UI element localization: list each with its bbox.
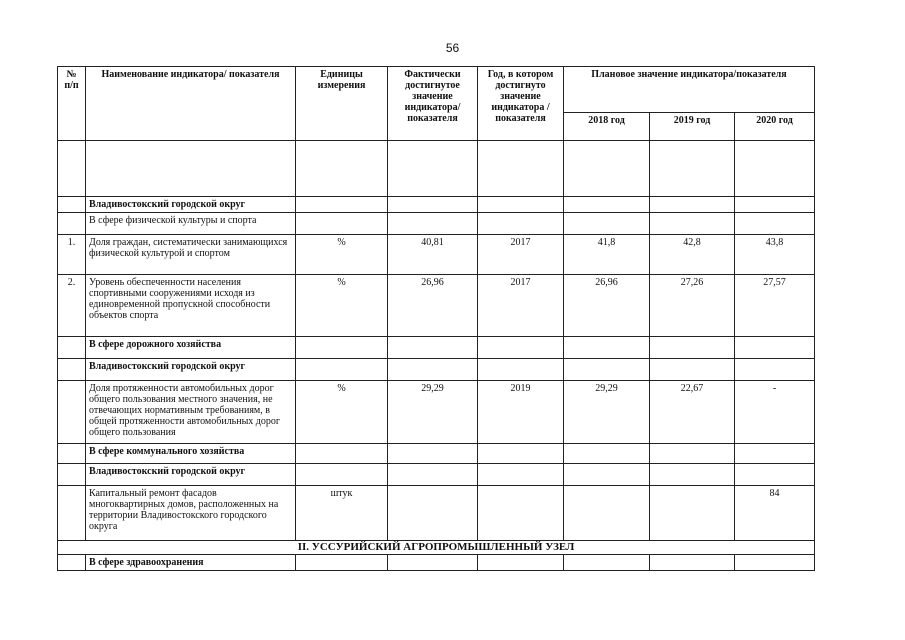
table-row: [58, 464, 815, 486]
plan-2020-cell: -: [735, 381, 815, 444]
plan-2018-cell: [564, 486, 650, 541]
plan-2018-cell: 26,96: [564, 275, 650, 337]
big-section-title: II. УССУРИЙСКИЙ АГРОПРОМЫШЛЕННЫЙ УЗЕЛ: [58, 541, 815, 555]
table-row: [58, 555, 815, 571]
section-label: В сфере здравоохранения: [86, 555, 296, 571]
plan-2019-cell: [650, 486, 735, 541]
table-row: [58, 359, 815, 381]
plan-2020-cell: 84: [735, 486, 815, 541]
year-cell: 2019: [478, 381, 564, 444]
actual-cell: [388, 486, 478, 541]
subsection-label: В сфере физической культуры и спорта: [86, 213, 296, 235]
year-cell: 2017: [478, 235, 564, 275]
header-2020: 2020 год: [735, 113, 815, 141]
table-row: [58, 486, 815, 541]
plan-2019-cell: 27,26: [650, 275, 735, 337]
header-name: Наименование индикатора/ показателя: [86, 67, 296, 141]
unit-cell: %: [296, 381, 388, 444]
table-row: [58, 541, 815, 555]
empty-row: [58, 141, 815, 197]
header-year: Год, в котором достигнуто значение индикатора /показателя: [478, 67, 564, 141]
actual-cell: 26,96: [388, 275, 478, 337]
row-number: [58, 486, 86, 541]
row-number: 2.: [58, 275, 86, 337]
section-label: В сфере дорожного хозяйства: [86, 337, 296, 359]
table-row: [58, 213, 815, 235]
row-number: [58, 381, 86, 444]
row-number: 1.: [58, 235, 86, 275]
indicator-name: Капитальный ремонт фасадов многоквартирных домов, расположенных на территории Владивостокского городского округа: [86, 486, 296, 541]
region-label: Владивостокский городской округ: [86, 464, 296, 486]
plan-2020-cell: 27,57: [735, 275, 815, 337]
actual-cell: 29,29: [388, 381, 478, 444]
section-label: В сфере коммунального хозяйства: [86, 444, 296, 464]
unit-cell: штук: [296, 486, 388, 541]
year-cell: 2017: [478, 275, 564, 337]
table-row: [58, 444, 815, 464]
page-number: 56: [445, 41, 460, 55]
plan-2018-cell: 29,29: [564, 381, 650, 444]
region-label: Владивостокский городской округ: [86, 197, 296, 213]
actual-cell: 40,81: [388, 235, 478, 275]
header-2019: 2019 год: [650, 113, 735, 141]
header-actual: Фактически достигнутое значение индикатора/ показателя: [388, 67, 478, 141]
unit-cell: %: [296, 275, 388, 337]
table-row: [58, 381, 815, 444]
indicators-table: [57, 66, 815, 571]
unit-cell: %: [296, 235, 388, 275]
indicator-name: Уровень обеспеченности населения спортивными сооружениями исходя из единовременной пропускной способности объектов спорта: [86, 275, 296, 337]
plan-2019-cell: 22,67: [650, 381, 735, 444]
table-row: [58, 235, 815, 275]
header-num: № п/п: [58, 67, 86, 141]
region-label: Владивостокский городской округ: [86, 359, 296, 381]
plan-2020-cell: 43,8: [735, 235, 815, 275]
table-row: [58, 337, 815, 359]
table-row: [58, 275, 815, 337]
header-2018: 2018 год: [564, 113, 650, 141]
plan-2018-cell: 41,8: [564, 235, 650, 275]
indicator-name: Доля протяженности автомобильных дорог общего пользования местного значения, не отвечающих нормативным требованиям, в общей протяженности автомобильных дорог общего пользования: [86, 381, 296, 444]
header-unit: Единицы измерения: [296, 67, 388, 141]
header-plan: Плановое значение индикатора/показателя: [564, 67, 815, 113]
year-cell: [478, 486, 564, 541]
table-row: [58, 197, 815, 213]
plan-2019-cell: 42,8: [650, 235, 735, 275]
indicator-name: Доля граждан, систематически занимающихся физической культурой и спортом: [86, 235, 296, 275]
